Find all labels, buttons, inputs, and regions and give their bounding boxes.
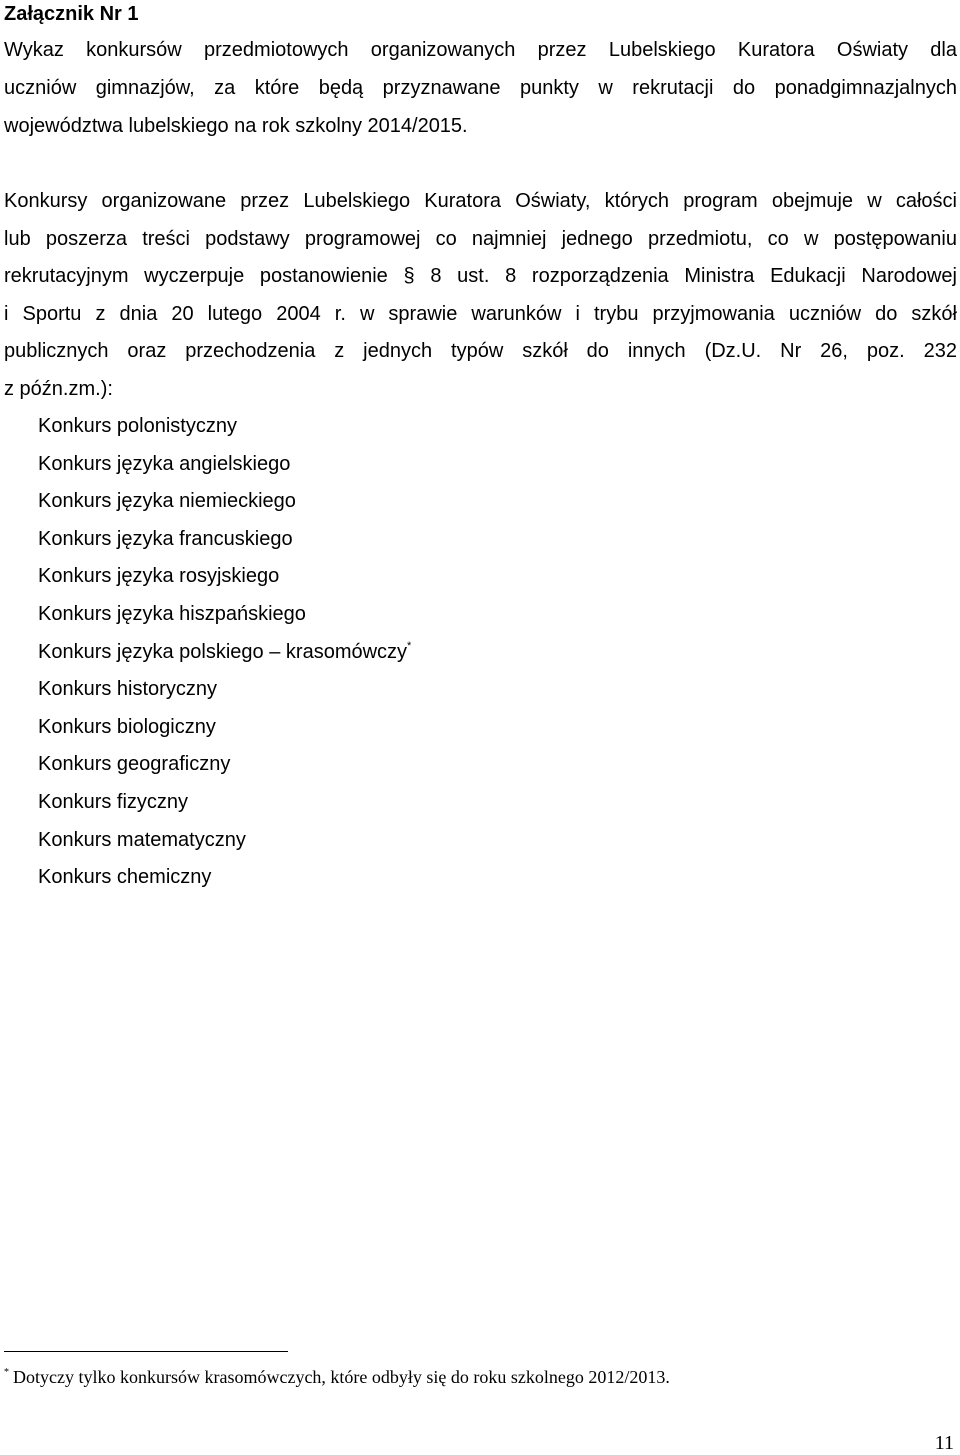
contest-list [38, 414, 411, 903]
contest-item [38, 865, 411, 903]
contest-item-label: Konkurs biologiczny [38, 715, 216, 738]
intro-line: Wykaz konkursów przedmiotowych organizowanych przez Lubelskiego Kuratora Oświaty dla [4, 39, 957, 61]
contest-item-label: Konkurs języka niemieckiego [38, 490, 296, 513]
contest-item-label: Konkurs matematyczny [38, 828, 246, 851]
contest-item [38, 564, 411, 602]
attachment-heading: Załącznik Nr 1 [4, 3, 139, 25]
contest-item [38, 640, 411, 678]
contest-item-label: Konkurs języka angielskiego [38, 452, 291, 475]
contest-item [38, 677, 411, 715]
paragraph-line: publicznych oraz przechodzenia z jednych typów szkół do innych (Dz.U. Nr 26, poz. 232 [4, 340, 957, 362]
footnote-text: Dotyczy tylko konkursów krasomówczych, które odbyły się do roku szkolnego 2012/2013. [13, 1367, 670, 1387]
contest-item-label: Konkurs języka rosyjskiego [38, 565, 280, 588]
paragraph-line: Konkursy organizowane przez Lubelskiego Kuratora Oświaty, których program obejmuje w całości [4, 190, 957, 212]
contest-item [38, 414, 411, 452]
contest-item-label: Konkurs języka francuskiego [38, 527, 293, 550]
contest-item-label: Konkurs chemiczny [38, 866, 212, 889]
page-number: 11 [934, 1432, 954, 1454]
contest-item [38, 752, 411, 790]
contest-item [38, 489, 411, 527]
paragraph-line: rekrutacyjnym wyczerpuje postanowienie § 8 ust. 8 rozporządzenia Ministra Edukacji Narodowej [4, 265, 957, 287]
contest-item [38, 828, 411, 866]
footnote-marker: * [4, 1367, 9, 1378]
paragraph-line: lub poszerza treści podstawy programowej co najmniej jednego przedmiotu, co w postępowaniu [4, 228, 957, 250]
contest-item [38, 715, 411, 753]
contest-item [38, 527, 411, 565]
contest-item [38, 452, 411, 490]
contest-item-label: Konkurs języka polskiego – krasomówczy [38, 640, 408, 663]
intro-line: uczniów gimnazjów, za które będą przyznawane punkty w rekrutacji do ponadgimnazjalnych [4, 77, 957, 99]
intro-line: województwa lubelskiego na rok szkolny 2014/2015. [4, 115, 468, 137]
contest-item-label: Konkurs geograficzny [38, 753, 231, 776]
paragraph-line: z późn.zm.): [4, 378, 113, 400]
paragraph-line: i Sportu z dnia 20 lutego 2004 r. w sprawie warunków i trybu przyjmowania uczniów do szkół [4, 303, 957, 325]
footnote-separator [4, 1351, 288, 1352]
footnote [4, 1366, 670, 1388]
contest-item-label: Konkurs języka hiszpańskiego [38, 602, 306, 625]
footnote-reference: * [407, 639, 412, 652]
contest-item-label: Konkurs fizyczny [38, 790, 189, 813]
contest-item-label: Konkurs historyczny [38, 678, 217, 701]
contest-item [38, 790, 411, 828]
contest-item-label: Konkurs polonistyczny [38, 415, 237, 437]
contest-item [38, 602, 411, 640]
